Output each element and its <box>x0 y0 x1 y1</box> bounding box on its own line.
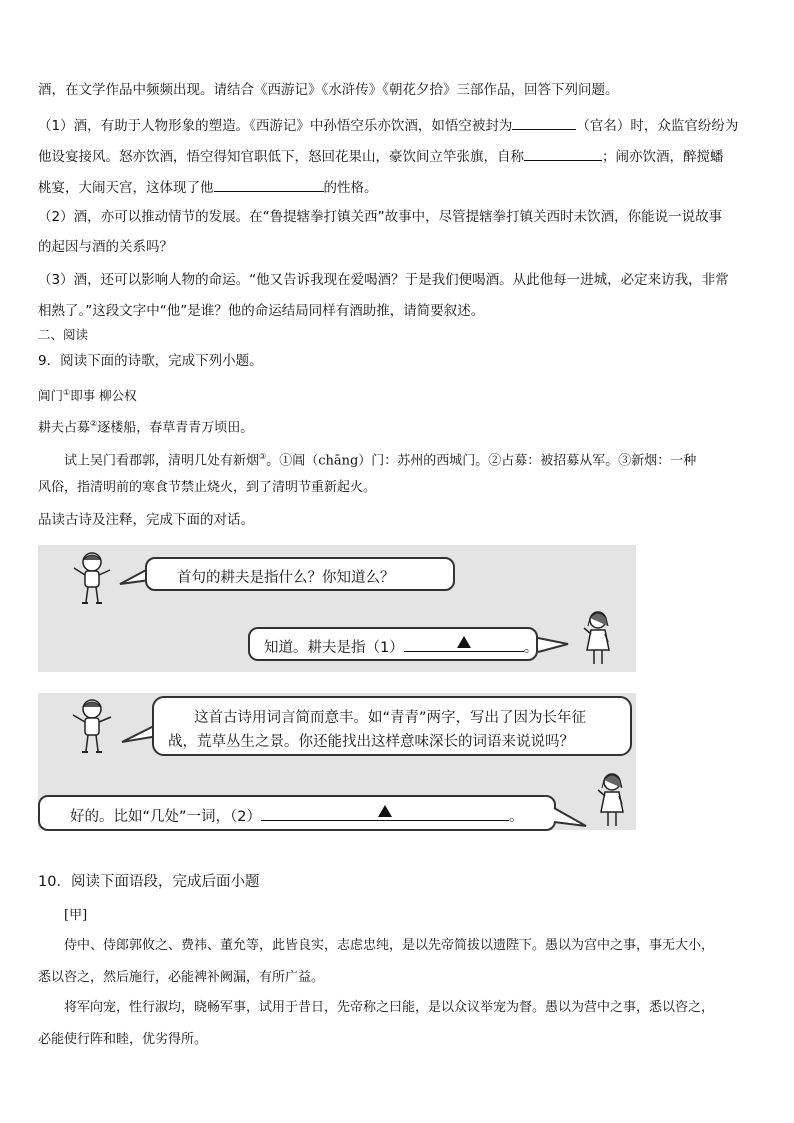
poem-notes-2: 风俗，指清明前的寒食节禁止烧火，到了清明节重新起火。 <box>38 480 377 495</box>
passage-p2-line1: 将军向宠，性行淑均，晓畅军事，试用于昔日，先帝称之曰能，是以众议举宠为督。愚以为营中之事，悉以咨之， <box>64 1000 715 1015</box>
q8-part2-line2: 的起因与酒的关系吗？ <box>38 239 173 255</box>
dialogue-answer-2 <box>70 805 524 826</box>
section-heading: 二、阅读 <box>38 327 89 342</box>
speech-bubble-a1 <box>248 627 538 661</box>
q8-p1-text-d: ；闹亦饮酒，醉搅蟠 <box>602 149 724 165</box>
q8-p1-text-e: 桃宴，大闹天宫，这体现了他 <box>38 180 214 196</box>
dialogue-answer-2-end: 。 <box>509 809 524 825</box>
q8-p1-text-a: （1）酒，有助于人物形象的塑造。《西游记》中孙悟空乐亦饮酒，如悟空被封为 <box>38 118 513 134</box>
poem-line-2 <box>64 448 696 470</box>
poem-title-author: 即事 柳公权 <box>70 388 137 404</box>
girl-figure-icon <box>578 608 618 668</box>
poem-title <box>38 384 137 405</box>
q8-part3-line2: 相熟了。”这段文字中“他”是谁？他的命运结局同样有酒助推，请简要叙述。 <box>38 303 485 319</box>
q8-part1-line3 <box>38 177 378 197</box>
poem-line-2-text: 试上吴门看郡郭，清明几处有新烟 <box>64 453 260 469</box>
poem-line-1-b: 逐楼船，春草青青万顷田。 <box>97 420 254 436</box>
note-ref: ③ <box>259 452 267 461</box>
q9-title: 9．阅读下面的诗歌，完成下列小题。 <box>38 353 263 369</box>
dialogue-question-1: 首句的耕夫是指什么？你知道么？ <box>177 570 395 586</box>
bubble-tail-icon <box>552 806 588 830</box>
q8-part3-line1: （3）酒，还可以影响人物的命运。“他又告诉我现在爱喝酒？于是我们便喝酒。从此他每一进城，必定来访我，非常 <box>38 272 729 288</box>
boy-figure-icon <box>64 694 120 756</box>
speech-bubble-q2 <box>152 696 632 756</box>
speech-bubble-q1 <box>145 557 455 591</box>
dialogue-answer-1-text: 知道。耕夫是指（1） <box>264 640 404 656</box>
answer-blank[interactable] <box>524 146 602 161</box>
q8-p1-text-b: （官名）时，众监官纷纷为 <box>576 118 739 134</box>
q9-instruction: 品读古诗及注释，完成下面的对话。 <box>38 512 254 528</box>
speech-bubble-a2 <box>38 795 556 831</box>
dialogue-answer-1 <box>264 636 538 657</box>
triangle-icon <box>457 636 471 648</box>
dialogue-answer-2-text: 好的。比如“几处”一词，（2） <box>70 809 261 825</box>
dialogue-answer-1-end: 。 <box>523 640 539 656</box>
dialogue-question-2-line2: 战，荒草丛生之景。你还能找出这样意味深长的词语来说说吗？ <box>168 734 574 750</box>
answer-blank[interactable] <box>404 636 524 652</box>
answer-blank[interactable] <box>512 115 576 130</box>
q10-title: 10．阅读下面语段，完成后面小题 <box>38 874 260 890</box>
boy-figure-icon <box>66 548 118 606</box>
poem-line-1 <box>38 415 253 437</box>
answer-blank[interactable] <box>214 177 324 192</box>
passage-p1-line1: 侍中、侍郎郭攸之、费祎、董允等，此皆良实，志虑忠纯，是以先帝简拔以遗陛下。愚以为宫中之事，事无大小， <box>64 938 715 953</box>
note-ref: ① <box>63 388 71 397</box>
passage-p2-line2: 必能使行阵和睦，优劣得所。 <box>38 1032 208 1047</box>
triangle-icon <box>378 805 392 817</box>
q8-p1-text-f: 的性格。 <box>323 180 378 196</box>
q8-part1-line1 <box>38 115 738 135</box>
q8-part1-line2 <box>38 146 724 166</box>
q8-part2-line1: （2）酒，亦可以推动情节的发展。在“鲁提辖拳打镇关西”故事中，尽管提辖拳打镇关西时未饮酒，你能说一说故事 <box>38 209 723 225</box>
q8-intro: 酒，在文学作品中频频出现。请结合《西游记》《水浒传》《朝花夕拾》三部作品，回答下列问题。 <box>38 82 619 98</box>
note-ref: ② <box>90 419 98 428</box>
passage-p1-line2: 悉以咨之，然后施行，必能裨补阙漏，有所广益。 <box>38 970 325 985</box>
poem-title-text: 阊门 <box>38 388 64 404</box>
bubble-tail-icon <box>536 636 570 656</box>
poem-line-1-a: 耕夫占募 <box>38 420 91 436</box>
dialogue-question-2-line1: 这首古诗用词言简而意丰。如“青青”两字，写出了因为长年征 <box>194 710 587 726</box>
passage-label: [甲] <box>64 908 88 923</box>
poem-notes: 。①阊（chāng）门：苏州的西城门。②占募：被招募从军。③新烟：一种 <box>266 453 697 469</box>
answer-blank[interactable] <box>261 805 509 821</box>
girl-figure-icon <box>592 770 632 830</box>
q8-p1-text-c: 他设宴接风。怒亦饮酒，悟空得知官职低下，怒回花果山，豪饮间立竿张旗，自称 <box>38 149 524 165</box>
